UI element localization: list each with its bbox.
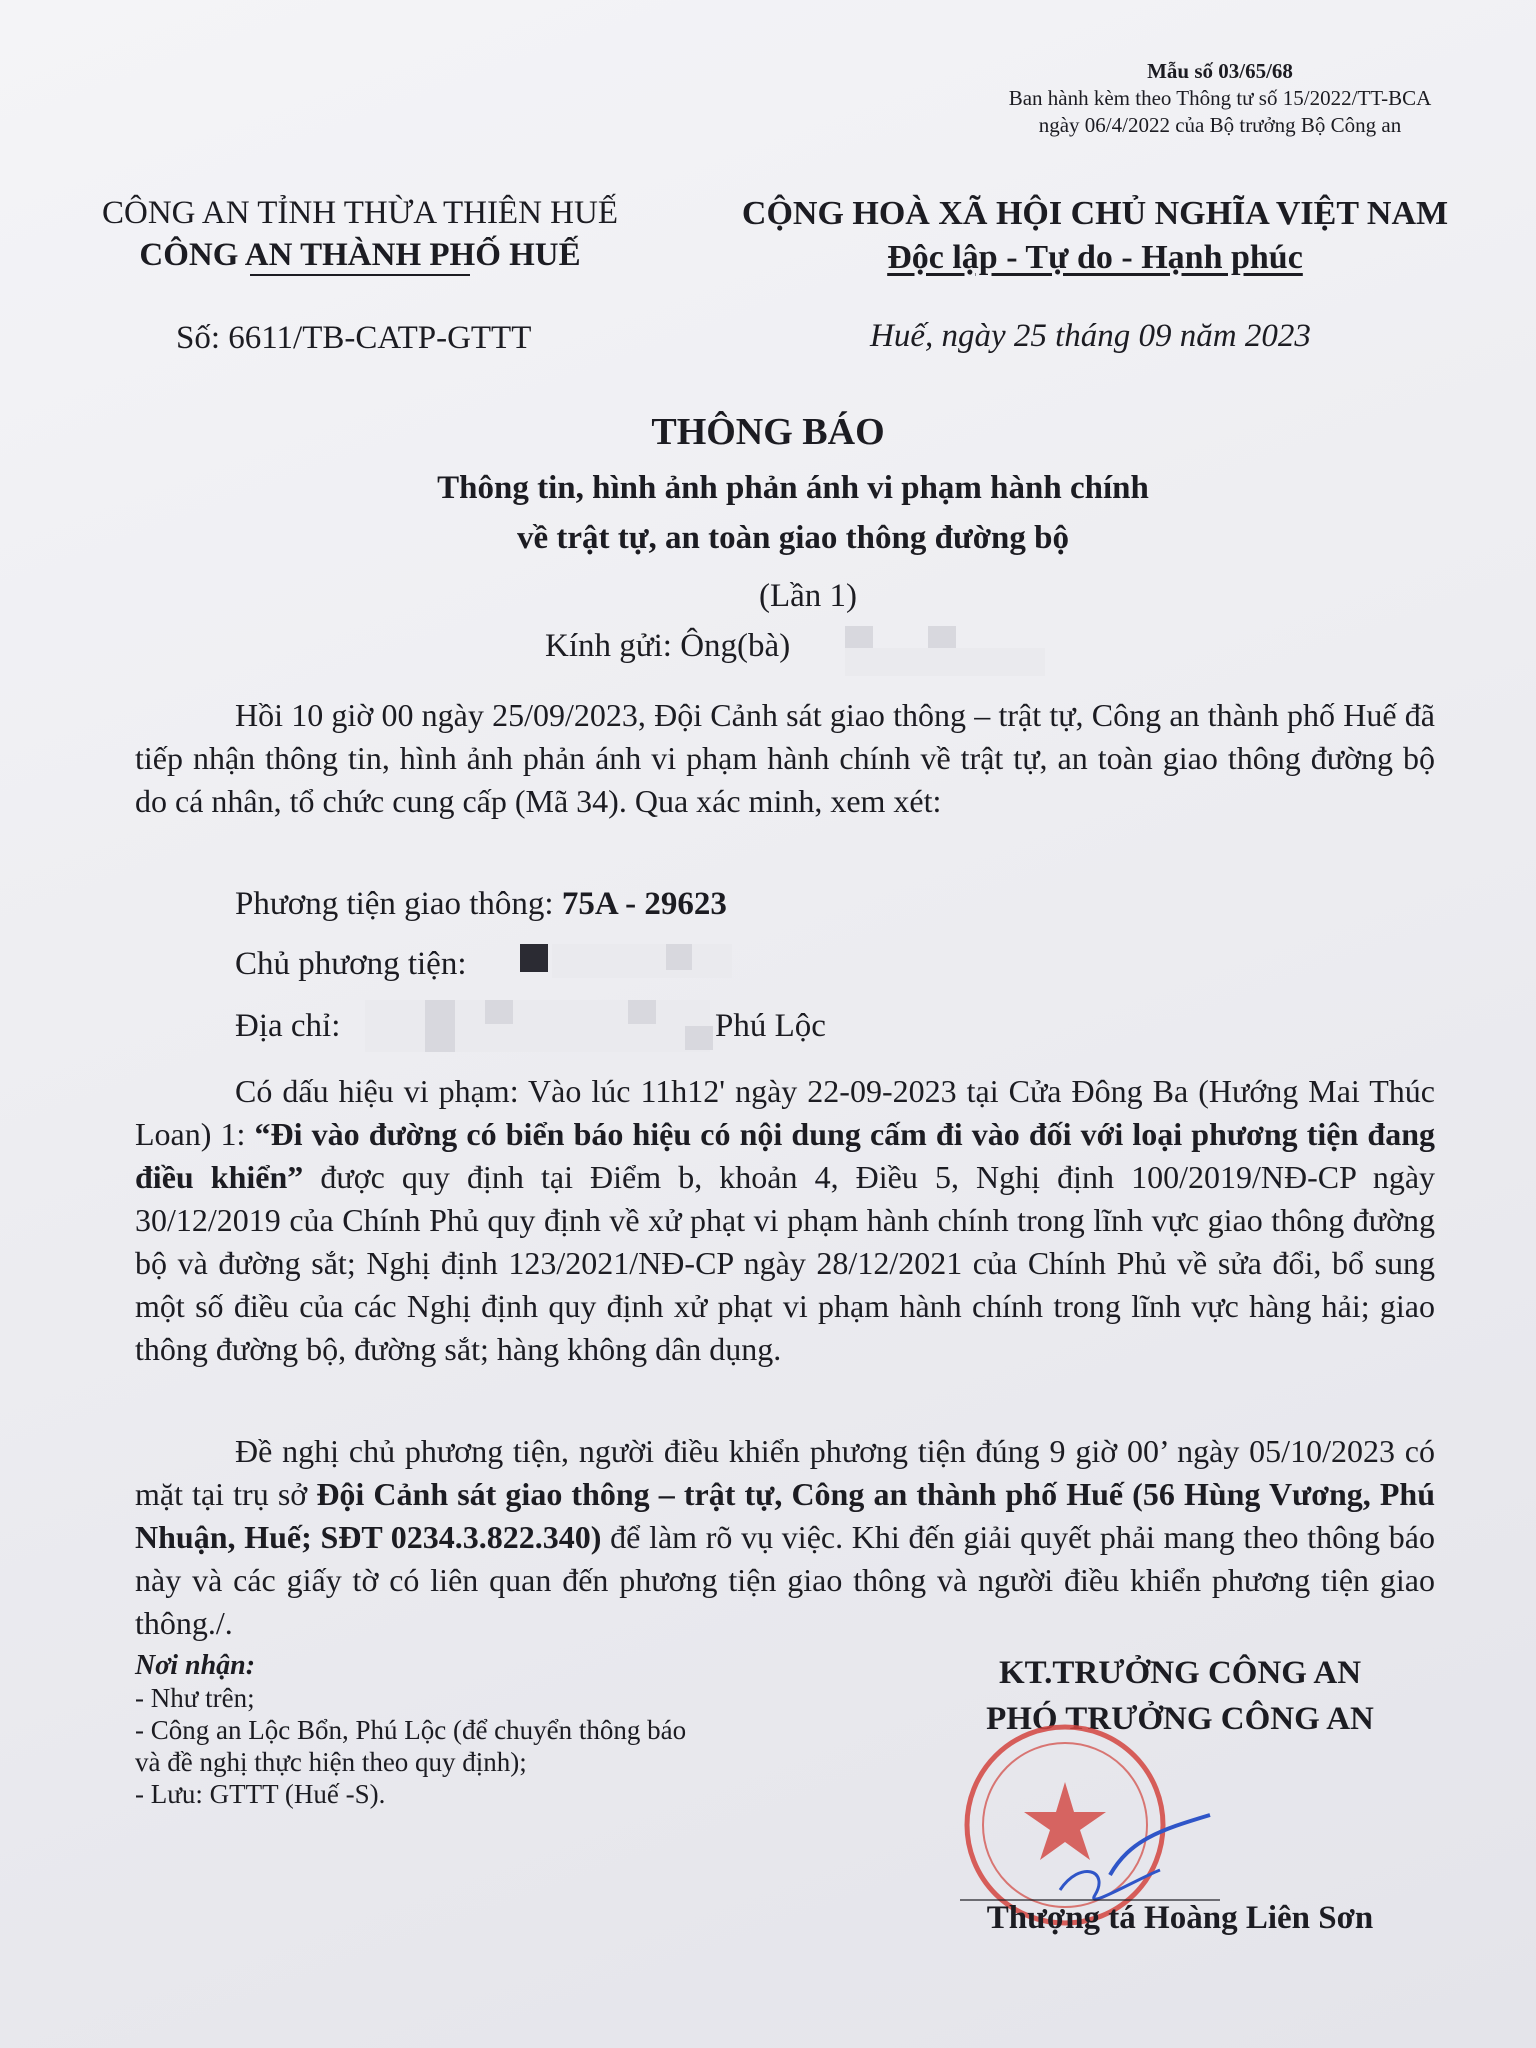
- violation-intro: Có dấu hiệu vi phạm: Vào lúc 11h12' ngày 22-09-2023 tại Cửa Đông Ba (Hướng Mai Thúc Loan) 1:: [135, 1073, 1435, 1152]
- owner-label: Chủ phương tiện:: [235, 946, 467, 982]
- form-reference: [1000, 58, 1440, 139]
- address-label: Địa chỉ:: [235, 1008, 341, 1044]
- intro-paragraph: Hồi 10 giờ 00 ngày 25/09/2023, Đội Cảnh sát giao thông – trật tự, Công an thành phố Huế đã tiếp nhận thông tin, hình ảnh phản ánh vi phạm hành chính về trật tự, an toàn giao thông đường bộ do cá nhân, tổ chức cung cấp (Mã 34). Qua xác minh, xem xét:: [135, 697, 1435, 819]
- national-motto: Độc lập - Tự do - Hạnh phúc: [887, 239, 1303, 276]
- violation-description: “Đi vào đường có biển báo hiệu có nội dung cấm đi vào đối với loại phương tiện đang điều khiển”: [135, 1116, 1436, 1195]
- request-intro: Đề nghị chủ phương tiện, người điều khiển phương tiện đúng 9 giờ 00’ ngày 05/10/2023 có mặt tại trụ sở: [135, 1433, 1435, 1512]
- redaction-pixel: [666, 944, 692, 970]
- redaction-pixel: [845, 626, 873, 648]
- signer-name: Thượng tá Hoàng Liên Sơn: [986, 1900, 1374, 1936]
- document-number: [176, 320, 531, 357]
- redaction-pixel: [485, 1000, 513, 1024]
- form-number: Mẫu số 03/65/68: [1147, 59, 1293, 83]
- document-subtitle-2: về trật tự, an toàn giao thông đường bộ: [516, 520, 1069, 556]
- redaction-pixel: [520, 944, 548, 972]
- document-number-label: Số:: [176, 320, 221, 356]
- agency-header: [70, 192, 650, 276]
- redaction-pixel: [685, 1026, 713, 1050]
- agency-parent: CÔNG AN TỈNH THỪA THIÊN HUẾ: [101, 195, 618, 231]
- owner-line: [235, 946, 467, 983]
- signature-title-line-2: PHÓ TRƯỞNG CÔNG AN: [986, 1701, 1374, 1737]
- form-issued-line-2: ngày 06/4/2022 của Bộ trưởng Bộ Công an: [1038, 113, 1402, 137]
- request-paragraph: [135, 1430, 1435, 1645]
- violation-paragraph: [135, 1070, 1435, 1371]
- attempt-number: (Lần 1): [758, 578, 858, 614]
- recipient-item: - Lưu: GTTT (Huế -S).: [135, 1779, 386, 1809]
- recipients-heading: Nơi nhận:: [135, 1650, 256, 1681]
- redaction-pixel: [552, 944, 732, 978]
- recipient-item: - Công an Lộc Bổn, Phú Lộc (để chuyển thông báo: [135, 1715, 687, 1745]
- vehicle-line: [235, 886, 727, 923]
- redaction-pixel: [928, 626, 956, 648]
- republic-name: CỘNG HOÀ XÃ HỘI CHỦ NGHĨA VIỆT NAM: [741, 195, 1449, 232]
- redaction-pixel: [425, 1000, 455, 1026]
- document-number-value: 6611/TB-CATP-GTTT: [228, 320, 532, 356]
- greeting: Kính gửi: Ông(bà): [545, 628, 791, 664]
- address-tail: Phú Lộc: [715, 1008, 826, 1044]
- agency-name: CÔNG AN THÀNH PHỐ HUẾ: [139, 237, 581, 273]
- address-line: [235, 1008, 340, 1045]
- place-date: Huế, ngày 25 tháng 09 năm 2023: [870, 318, 1311, 354]
- vehicle-label: Phương tiện giao thông:: [235, 886, 554, 922]
- vehicle-plate: 75A - 29623: [561, 886, 727, 922]
- violation-legal-basis: được quy định tại Điểm b, khoản 4, Điều 5, Nghị định 100/2019/NĐ-CP ngày 30/12/2019 của Chính Phủ quy định về xử phạt vi phạm hành chính trong lĩnh vực giao thông đường bộ và đường sắt; Nghị định 123/2021/NĐ-CP ngày 28/12/2021 của Chính Phủ về sửa đổi, bổ sung một số điều của các Nghị định quy định xử phạt vi phạm hành chính trong lĩnh vực hàng hải; giao thông đường bộ, đường sắt; hàng không dân dụng.: [135, 1159, 1436, 1367]
- recipient-item: và đề nghị thực hiện theo quy định);: [135, 1747, 527, 1777]
- redaction-pixel: [628, 1000, 656, 1024]
- request-instructions: để làm rõ vụ việc. Khi đến giải quyết phải mang theo thông báo này và các giấy tờ có liên quan đến phương tiện giao thông và người điều khiển phương tiện giao thông./.: [135, 1519, 1436, 1641]
- document-title: THÔNG BÁO: [651, 411, 885, 453]
- recipient-item: - Như trên;: [135, 1683, 255, 1713]
- request-office: Đội Cảnh sát giao thông – trật tự, Công an thành phố Huế (56 Hùng Vương, Phú Nhuận, Huế; SĐT 0234.3.822.340): [135, 1476, 1436, 1555]
- signature-title-line-1: KT.TRƯỞNG CÔNG AN: [998, 1655, 1362, 1691]
- national-header: [715, 192, 1475, 280]
- recipients-block: [135, 1650, 686, 1810]
- official-seal-icon: [960, 1720, 1220, 1930]
- redaction-pixel: [425, 1026, 455, 1052]
- redaction-pixel: [845, 648, 1045, 676]
- document-subtitle-1: Thông tin, hình ảnh phản ánh vi phạm hành chính: [437, 470, 1149, 506]
- form-issued-line-1: Ban hành kèm theo Thông tư số 15/2022/TT-BCA: [1008, 86, 1432, 110]
- redaction-pixel: [365, 1000, 710, 1052]
